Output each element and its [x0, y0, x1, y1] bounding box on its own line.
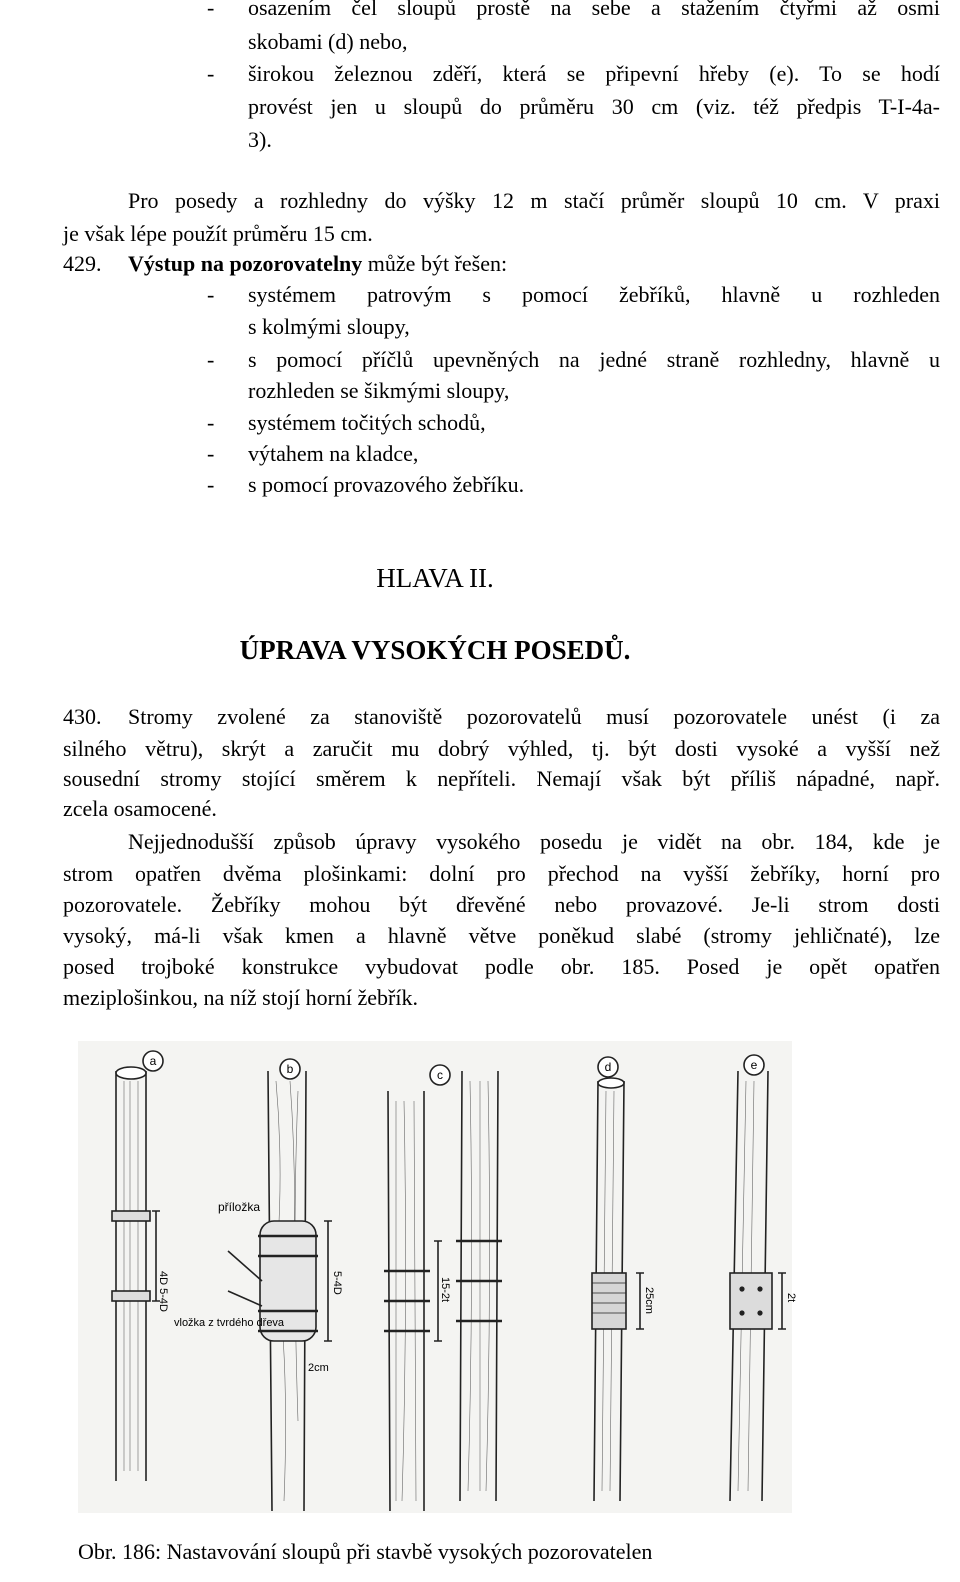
bullet-dash: -: [207, 441, 215, 466]
text-line: zcela osamocené.: [63, 796, 217, 821]
pole-e: [730, 1071, 786, 1501]
text-line: 3).: [248, 127, 272, 152]
bullet-dash: -: [207, 0, 215, 20]
text-line: meziplošinkou, na níž stojí horní žebřík.: [63, 985, 418, 1010]
figure-label-d: d: [604, 1060, 612, 1074]
pole-d: [592, 1078, 644, 1501]
label-circles: [143, 1051, 764, 1085]
section-lead-text: může být řešen:: [362, 251, 508, 276]
figure-pole-splicing: [78, 1041, 797, 1513]
text-line: strom opatřen dvěma plošinkami: dolní pro přechod na vyšší žebříky, horní pro: [63, 861, 940, 886]
figure-dim-e: 2t: [785, 1293, 797, 1303]
text-line: sousední stromy stojící směrem k nepříteli. Nemají však být příliš nápadné, např.: [63, 766, 940, 791]
text-line: provést jen u sloupů do průměru 30 cm (viz. též předpis T-I-4a-: [248, 94, 940, 119]
chapter-heading: HLAVA II.: [376, 563, 494, 593]
figure-label-b: b: [286, 1062, 294, 1076]
figure-dim-c: 15-2t: [439, 1277, 451, 1303]
pole-c-left: [384, 1091, 430, 1511]
figure-drawing: [78, 1041, 797, 1513]
text-line: širokou železnou zděří, která se připevní hřeby (e). To se hodí: [248, 61, 940, 86]
text-line: je však lépe použít průměru 15 cm.: [63, 221, 373, 246]
text-line: Pro posedy a rozhledny do výšky 12 m stačí průměr sloupů 10 cm. V praxi: [128, 188, 940, 213]
bullet-dash: -: [207, 61, 215, 86]
figure-dim-cm: 2cm: [308, 1362, 329, 1374]
text-line: vysoký, má-li však kmen a hlavně větve poněkud slabé (stromy jehličnaté), lze: [63, 923, 940, 948]
chapter-title: ÚPRAVA VYSOKÝCH POSEDŮ.: [239, 635, 631, 665]
figure-text-vlozka: vložka z tvrdého dřeva: [174, 1317, 285, 1329]
text-line: Stromy zvolené za stanoviště pozorovatelů musí pozorovatele unést (i za: [128, 704, 940, 729]
text-line: pozorovatele. Žebříky mohou být dřevěné nebo provazové. Je-li strom dosti: [63, 892, 940, 917]
figure-dim-b: 5-4D: [331, 1271, 343, 1295]
figure-text-priloska: příložka: [218, 1200, 261, 1214]
figure-caption: Obr. 186: Nastavování sloupů při stavbě vysokých pozorovatelen: [78, 1539, 653, 1564]
text-line: skobami (d) nebo,: [248, 29, 408, 54]
text-line: osazením čel sloupů prostě na sebe a stažením čtyřmi až osmi: [248, 0, 940, 20]
bullet-dash: -: [207, 282, 215, 307]
text-line: s pomocí příčlů upevněných na jedné straně rozhledny, hlavně u: [248, 347, 940, 372]
text-line: s kolmými sloupy,: [248, 314, 410, 339]
bullet-dash: -: [207, 347, 215, 372]
figure-label-e: e: [750, 1058, 758, 1072]
text-line: silného větru), skrýt a zaručit mu dobrý výhled, tj. být dosti vysoké a vyšší než: [63, 736, 940, 761]
text-line: posed trojboké konstrukce vybudovat podle obr. 185. Posed je opět opatřen: [63, 954, 940, 979]
pole-a: [112, 1067, 160, 1481]
section-lead: [128, 250, 507, 278]
figure-dim-d: 25cm: [643, 1287, 655, 1314]
figure-dim-a: 4D 5-4D: [157, 1271, 169, 1312]
text-line: rozhleden se šikmými sloupy,: [248, 378, 510, 403]
figure-label-c: c: [437, 1068, 443, 1082]
section-title: Výstup na pozorovatelny: [128, 251, 363, 276]
section-number: 430.: [63, 704, 102, 729]
bullet-dash: -: [207, 472, 215, 497]
text-line: s pomocí provazového žebříku.: [248, 472, 525, 497]
text-line: systémem patrovým s pomocí žebříků, hlavně u rozhleden: [248, 282, 940, 307]
section-number: 429.: [63, 251, 102, 276]
figure-label-a: a: [149, 1054, 157, 1068]
text-line: výtahem na kladce,: [248, 441, 419, 466]
pole-b: [228, 1071, 332, 1511]
text-line: systémem točitých schodů,: [248, 410, 486, 435]
text-line: Nejjednodušší způsob úpravy vysokého posedu je vidět na obr. 184, kde je: [128, 829, 940, 854]
bullet-dash: -: [207, 410, 215, 435]
